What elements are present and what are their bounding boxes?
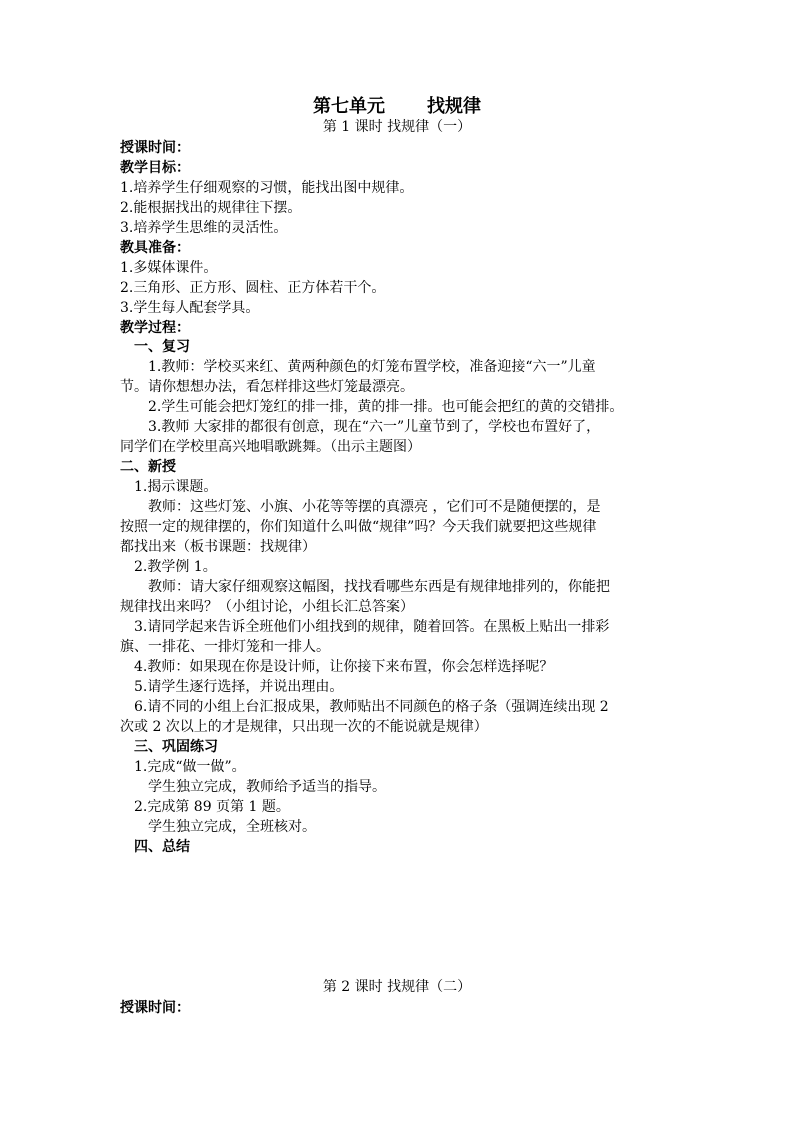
practice-line: 2.完成第 89 页第 1 题。 — [134, 799, 290, 815]
new-lesson-line: 按照一定的规律摆的，你们知道什么叫做“规律”吗？今天我们就要把这些规律 — [120, 519, 597, 535]
new-lesson-line: 5.请学生逐行选择，并说出理由。 — [134, 679, 344, 695]
teaching-time-label-2: 授课时间： — [120, 1000, 190, 1016]
review-line: 同学们在学校里高兴地唱歌跳舞。（出示主题图） — [120, 439, 421, 455]
lesson-2-title: 第 2 课时 找规律（二） — [322, 979, 472, 995]
process-heading: 教学过程： — [120, 320, 190, 336]
objectives-heading: 教学目标： — [120, 160, 190, 176]
new-lesson-line: 次或 2 次以上的才是规律，只出现一次的不能说就是规律） — [120, 719, 488, 735]
lesson-1-title: 第 1 课时 找规律（一） — [322, 119, 472, 135]
new-lesson-line: 旗、一排花、一排灯笼和一排人。 — [120, 639, 330, 655]
practice-line: 学生独立完成，教师给予适当的指导。 — [148, 779, 386, 795]
objective-item: 3.培养学生思维的灵活性。 — [120, 220, 288, 236]
summary-heading: 四、总结 — [134, 839, 190, 855]
material-item: 2.三角形、正方形、圆柱、正方体若干个。 — [120, 280, 386, 296]
practice-line: 学生独立完成，全班核对。 — [148, 819, 316, 835]
new-lesson-line: 教师：请大家仔细观察这幅图，找找看哪些东西是有规律地排列的，你能把 — [148, 579, 610, 595]
unit-title-topic: 找规律 — [427, 96, 481, 117]
new-lesson-line: 1.揭示课题。 — [134, 479, 218, 495]
new-lesson-line: 规律找出来吗？（小组讨论，小组长汇总答案） — [120, 599, 414, 615]
review-line: 2.学生可能会把灯笼红的排一排，黄的排一排。也可能会把红的黄的交错排。 — [148, 399, 624, 415]
material-item: 3.学生每人配套学具。 — [120, 300, 260, 316]
materials-heading: 教具准备： — [120, 240, 190, 256]
new-lesson-line: 都找出来（板书课题：找规律） — [120, 539, 316, 555]
practice-line: 1.完成“做一做”。 — [134, 759, 246, 775]
review-line: 3.教师 大家排的都很有创意，现在“六一”儿童节到了，学校也布置好了， — [148, 419, 601, 435]
new-lesson-heading: 二、新授 — [120, 459, 176, 475]
unit-title — [0, 95, 794, 119]
teaching-time-label: 授课时间： — [120, 140, 190, 156]
new-lesson-line: 3.请同学起来告诉全班他们小组找到的规律，随着回答。在黑板上贴出一排彩 — [134, 619, 610, 635]
practice-heading: 三、巩固练习 — [134, 739, 218, 755]
new-lesson-line: 6.请不同的小组上台汇报成果，教师贴出不同颜色的格子条（强调连续出现 2 — [134, 699, 609, 715]
unit-title-unit: 第七单元 — [313, 96, 385, 117]
new-lesson-line: 4.教师：如果现在你是设计师，让你接下来布置，你会怎样选择呢？ — [134, 659, 554, 675]
new-lesson-line: 教师：这些灯笼、小旗、小花等等摆的真漂亮 ，它们可不是随便摆的，是 — [148, 499, 601, 515]
review-line: 1.教师：学校买来红、黄两种颜色的灯笼布置学校，准备迎接“六一”儿童 — [148, 359, 596, 375]
review-line: 节。请你想想办法，看怎样排这些灯笼最漂亮。 — [120, 379, 414, 395]
review-heading: 一、复习 — [134, 339, 190, 355]
new-lesson-line: 2.教学例 1。 — [134, 559, 217, 575]
objective-item: 2.能根据找出的规律往下摆。 — [120, 200, 302, 216]
material-item: 1.多媒体课件。 — [120, 260, 218, 276]
objective-item: 1.培养学生仔细观察的习惯，能找出图中规律。 — [120, 180, 414, 196]
